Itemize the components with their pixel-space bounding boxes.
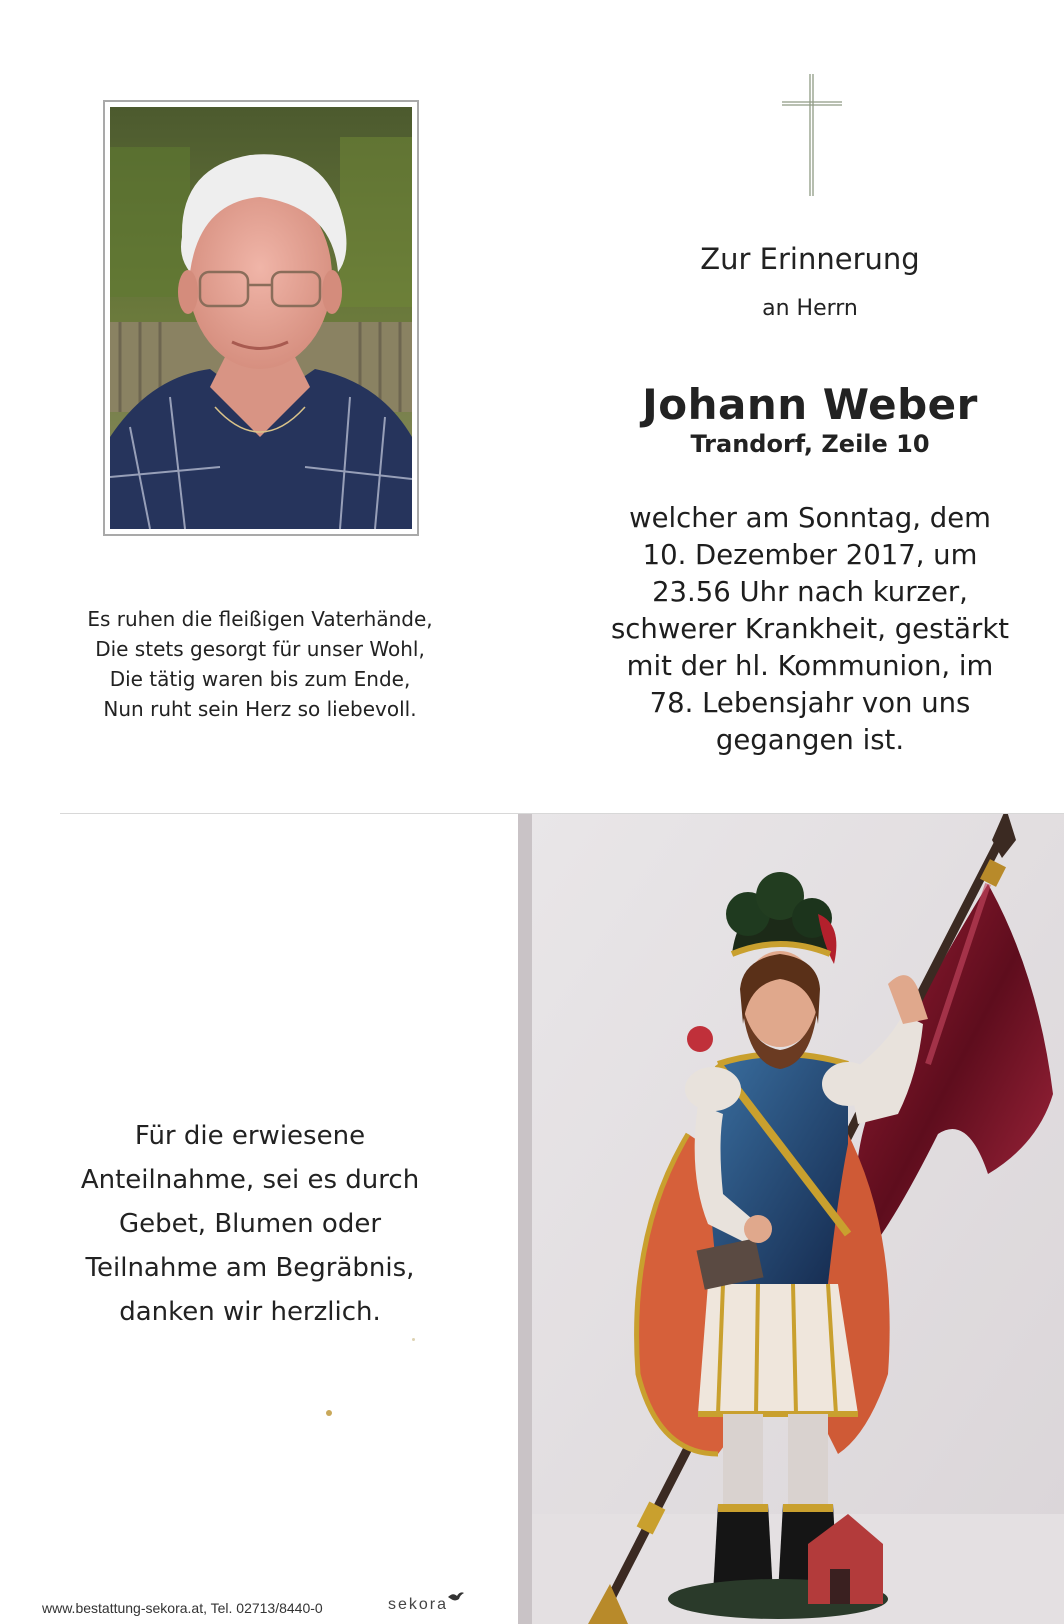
thanks-line: Für die erwiesene — [134, 1121, 366, 1151]
heading-in-memory: Zur Erinnerung — [700, 242, 920, 276]
poem-line: Die stets gesorgt für unser Wohl, — [95, 637, 425, 661]
deceased-address: Trandorf, Zeile 10 — [690, 430, 930, 458]
salutation: an Herrn — [762, 296, 858, 321]
poem-line: Es ruhen die fleißigen Vaterhände, — [87, 607, 433, 631]
announcement-line: mit der hl. Kommunion, im — [626, 650, 994, 682]
saint-statue-photo — [518, 814, 1064, 1624]
thanks-line: danken wir herzlich. — [119, 1297, 381, 1327]
poem-line: Die tätig waren bis zum Ende, — [109, 667, 411, 691]
death-announcement — [590, 500, 1030, 759]
memorial-poem — [40, 604, 480, 724]
deceased-name: Johann Weber — [642, 380, 978, 429]
portrait-frame — [103, 100, 419, 536]
announcement-line: 10. Dezember 2017, um — [642, 539, 978, 571]
announcement-line: 23.56 Uhr nach kurzer, — [652, 576, 968, 608]
announcement-line: welcher am Sonntag, dem — [629, 502, 991, 534]
paper-speck — [326, 1410, 332, 1416]
thanks-text — [40, 1114, 460, 1334]
announcement-line: schwerer Krankheit, gestärkt — [610, 613, 1010, 645]
paper-speck — [412, 1338, 415, 1341]
announcement-line: gegangen ist. — [715, 724, 905, 756]
portrait-photo — [110, 107, 412, 529]
announcement-line: 78. Lebensjahr von uns — [649, 687, 971, 719]
bird-logo-icon — [447, 1591, 465, 1603]
funeral-home-footer: www.bestattung-sekora.at, Tel. 02713/8440-0 — [42, 1600, 323, 1616]
thanks-line: Teilnahme am Begräbnis, — [85, 1253, 415, 1283]
thanks-line: Anteilnahme, sei es durch — [80, 1165, 420, 1195]
cross-icon — [780, 72, 844, 200]
thanks-line: Gebet, Blumen oder — [118, 1209, 382, 1239]
poem-line: Nun ruht sein Herz so liebevoll. — [103, 697, 417, 721]
funeral-home-logo: sekora — [388, 1596, 449, 1613]
